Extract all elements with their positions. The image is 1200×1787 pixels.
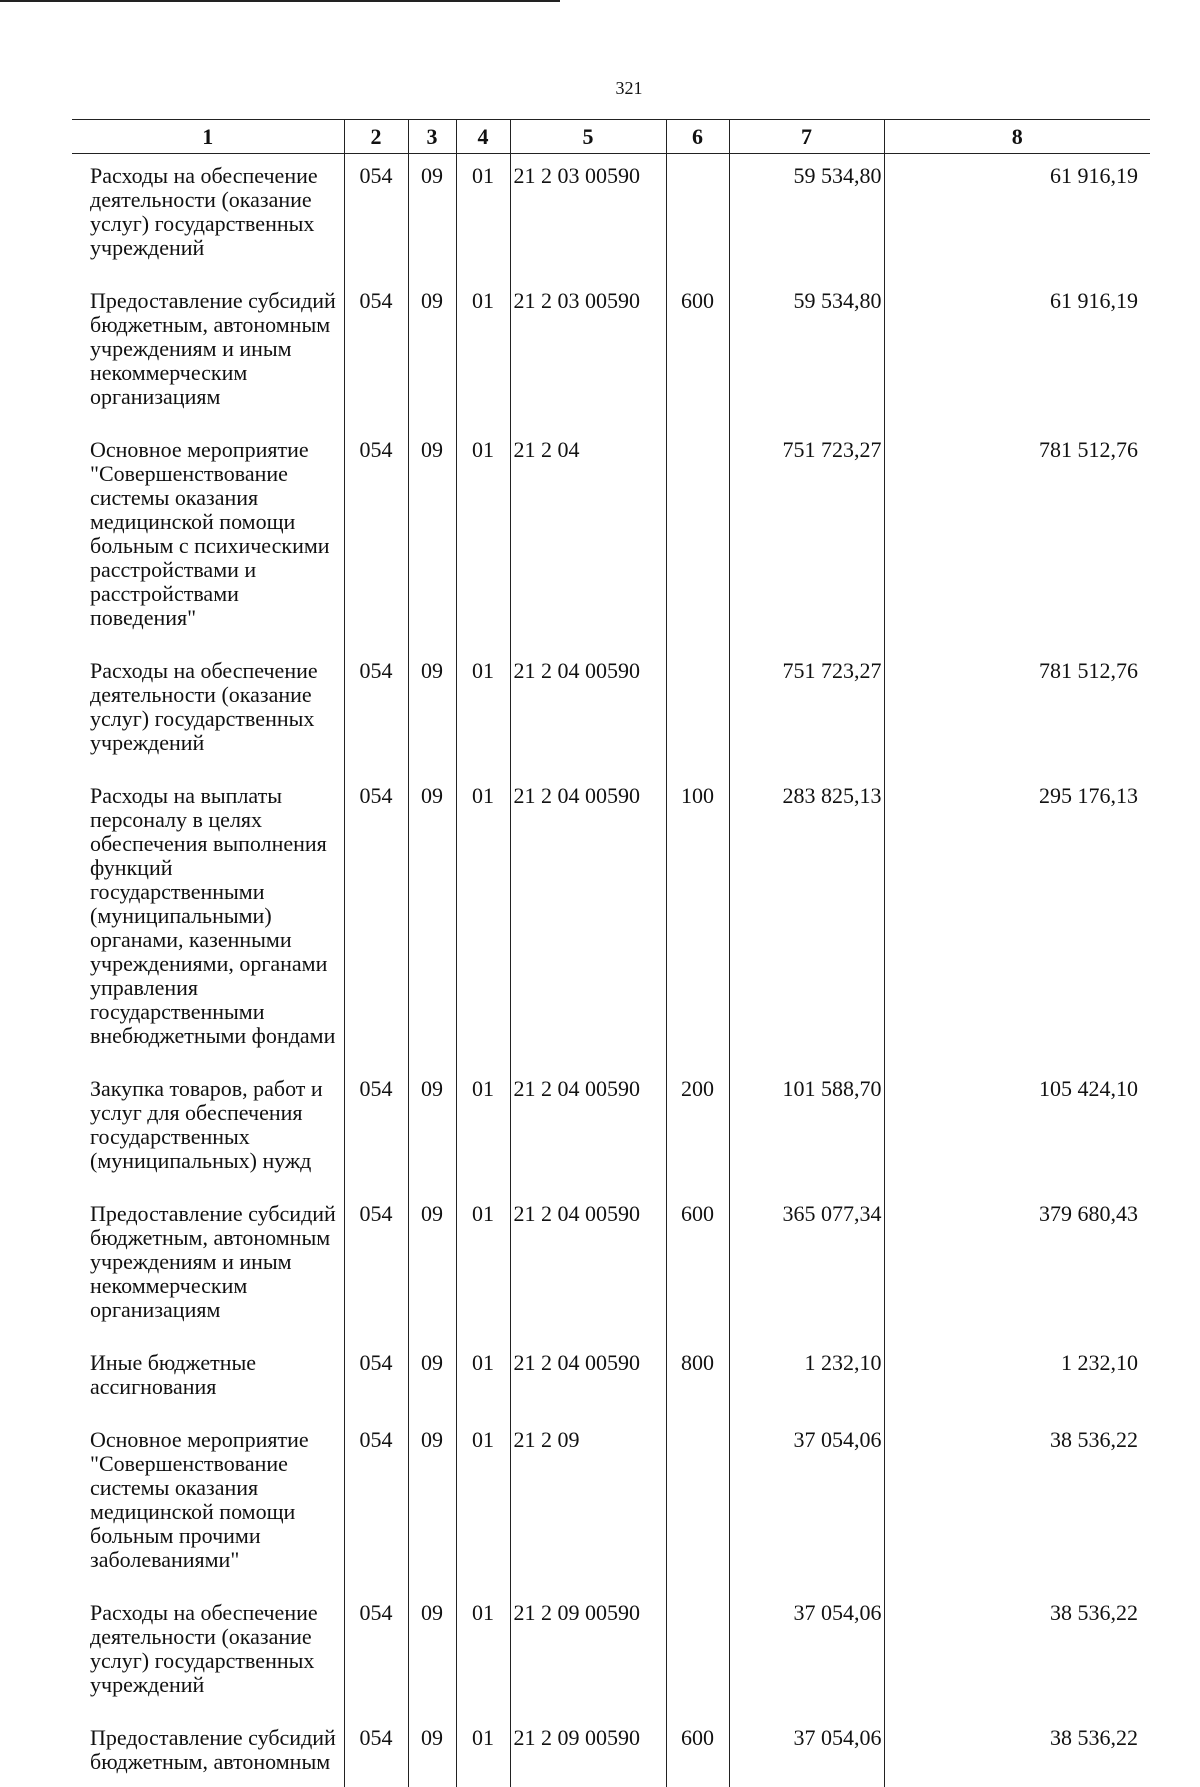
row-name-cell: Предоставление субсидий бюджетным, автономным учреждениям и иным некоммерческим организациям [72,273,344,422]
ministry-code-cell: 054 [344,1710,408,1787]
amount-year2-cell: 781 512,76 [884,643,1150,768]
section-cell: 09 [408,1412,456,1585]
ministry-code-cell: 054 [344,768,408,1061]
page-number: 321 [0,78,1200,99]
ministry-code-cell: 054 [344,1186,408,1335]
table-row [72,768,1150,1061]
top-edge-rule [0,0,560,2]
expense-type-cell: 600 [666,1710,729,1787]
table-row [72,1061,1150,1186]
column-header: 5 [510,120,666,154]
ministry-code-cell: 054 [344,1061,408,1186]
subsection-cell: 01 [456,768,510,1061]
column-header: 1 [72,120,344,154]
table-row [72,1186,1150,1335]
column-header: 6 [666,120,729,154]
target-article-cell: 21 2 09 00590 [510,1585,666,1710]
row-name-cell: Предоставление субсидий бюджетным, автономным учреждениям и иным некоммерческим организациям [72,1186,344,1335]
amount-year1-cell: 59 534,80 [729,273,884,422]
table-body [72,154,1150,1787]
table-row [72,643,1150,768]
target-article-cell: 21 2 09 00590 [510,1710,666,1787]
subsection-cell: 01 [456,422,510,643]
amount-year1-cell: 37 054,06 [729,1585,884,1710]
target-article-cell: 21 2 03 00590 [510,273,666,422]
column-header: 8 [884,120,1150,154]
amount-year1-cell: 37 054,06 [729,1412,884,1585]
row-name-cell: Расходы на обеспечение деятельности (оказание услуг) государственных учреждений [72,1585,344,1710]
target-article-cell: 21 2 04 00590 [510,768,666,1061]
expense-type-cell [666,422,729,643]
subsection-cell: 01 [456,1061,510,1186]
amount-year1-cell: 101 588,70 [729,1061,884,1186]
amount-year1-cell: 751 723,27 [729,422,884,643]
section-cell: 09 [408,422,456,643]
section-cell: 09 [408,1585,456,1710]
subsection-cell: 01 [456,643,510,768]
section-cell: 09 [408,1186,456,1335]
table-row [72,422,1150,643]
ministry-code-cell: 054 [344,154,408,274]
ministry-code-cell: 054 [344,422,408,643]
table-row [72,273,1150,422]
budget-table [72,119,1150,1787]
ministry-code-cell: 054 [344,1335,408,1412]
section-cell: 09 [408,1061,456,1186]
amount-year2-cell: 38 536,22 [884,1710,1150,1787]
ministry-code-cell: 054 [344,1585,408,1710]
amount-year2-cell: 38 536,22 [884,1412,1150,1585]
expense-type-cell [666,1412,729,1585]
target-article-cell: 21 2 04 00590 [510,1061,666,1186]
row-name-cell: Закупка товаров, работ и услуг для обеспечения государственных (муниципальных) нужд [72,1061,344,1186]
expense-type-cell: 200 [666,1061,729,1186]
amount-year2-cell: 1 232,10 [884,1335,1150,1412]
column-header: 7 [729,120,884,154]
expense-type-cell: 600 [666,273,729,422]
target-article-cell: 21 2 03 00590 [510,154,666,274]
row-name-cell: Предоставление субсидий бюджетным, автономным [72,1710,344,1787]
amount-year2-cell: 379 680,43 [884,1186,1150,1335]
amount-year1-cell: 37 054,06 [729,1710,884,1787]
amount-year2-cell: 295 176,13 [884,768,1150,1061]
expense-type-cell [666,643,729,768]
amount-year2-cell: 61 916,19 [884,154,1150,274]
amount-year1-cell: 1 232,10 [729,1335,884,1412]
amount-year2-cell: 781 512,76 [884,422,1150,643]
section-cell: 09 [408,643,456,768]
subsection-cell: 01 [456,1412,510,1585]
amount-year2-cell: 38 536,22 [884,1585,1150,1710]
amount-year2-cell: 61 916,19 [884,273,1150,422]
expense-type-cell [666,154,729,274]
target-article-cell: 21 2 04 00590 [510,1335,666,1412]
row-name-cell: Основное мероприятие "Совершенствование системы оказания медицинской помощи больным прочими заболеваниями" [72,1412,344,1585]
expense-type-cell [666,1585,729,1710]
column-header: 4 [456,120,510,154]
subsection-cell: 01 [456,1710,510,1787]
amount-year1-cell: 365 077,34 [729,1186,884,1335]
table-row [72,154,1150,274]
section-cell: 09 [408,1710,456,1787]
section-cell: 09 [408,1335,456,1412]
amount-year1-cell: 59 534,80 [729,154,884,274]
table-row [72,1710,1150,1787]
target-article-cell: 21 2 04 00590 [510,643,666,768]
ministry-code-cell: 054 [344,1412,408,1585]
ministry-code-cell: 054 [344,273,408,422]
subsection-cell: 01 [456,273,510,422]
row-name-cell: Расходы на обеспечение деятельности (оказание услуг) государственных учреждений [72,643,344,768]
section-cell: 09 [408,273,456,422]
target-article-cell: 21 2 04 [510,422,666,643]
subsection-cell: 01 [456,154,510,274]
amount-year1-cell: 283 825,13 [729,768,884,1061]
table-row [72,1585,1150,1710]
table-row [72,1412,1150,1585]
subsection-cell: 01 [456,1335,510,1412]
row-name-cell: Основное мероприятие "Совершенствование системы оказания медицинской помощи больным с психическими расстройствами и расстройствами поведения" [72,422,344,643]
target-article-cell: 21 2 04 00590 [510,1186,666,1335]
row-name-cell: Расходы на выплаты персоналу в целях обеспечения выполнения функций государственными (муниципальными) органами, казенными учреждениями, органами управления государственными внебюджетными фондами [72,768,344,1061]
table-row [72,1335,1150,1412]
amount-year1-cell: 751 723,27 [729,643,884,768]
subsection-cell: 01 [456,1585,510,1710]
ministry-code-cell: 054 [344,643,408,768]
expense-type-cell: 600 [666,1186,729,1335]
section-cell: 09 [408,154,456,274]
table-header-row [72,120,1150,154]
target-article-cell: 21 2 09 [510,1412,666,1585]
column-header: 2 [344,120,408,154]
column-header: 3 [408,120,456,154]
expense-type-cell: 100 [666,768,729,1061]
subsection-cell: 01 [456,1186,510,1335]
row-name-cell: Иные бюджетные ассигнования [72,1335,344,1412]
amount-year2-cell: 105 424,10 [884,1061,1150,1186]
expense-type-cell: 800 [666,1335,729,1412]
row-name-cell: Расходы на обеспечение деятельности (оказание услуг) государственных учреждений [72,154,344,274]
section-cell: 09 [408,768,456,1061]
